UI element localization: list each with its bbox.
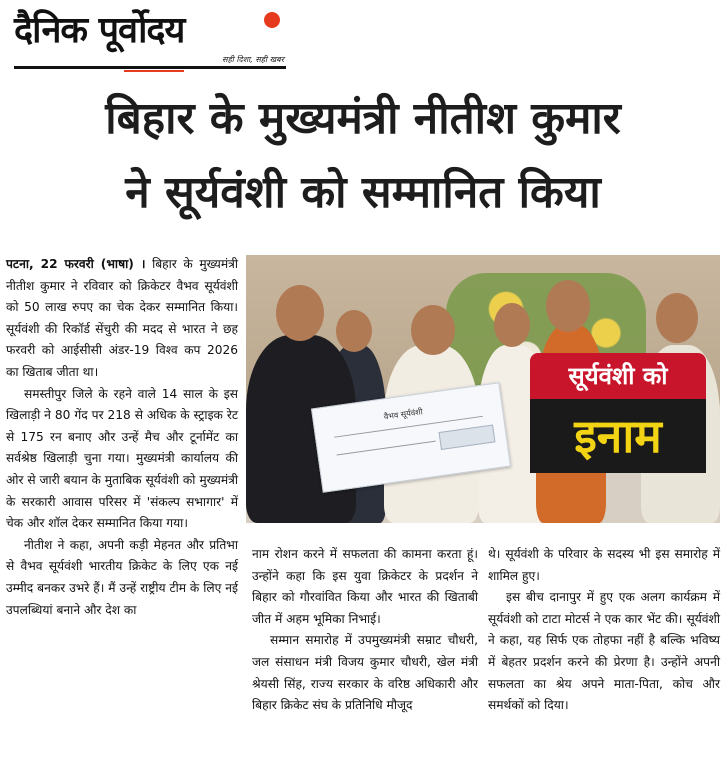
masthead-rule: [14, 66, 286, 69]
dateline: पटना, 22 फरवरी (भाषा) ।: [6, 257, 146, 271]
article-paragraph: थे। सूर्यवंशी के परिवार के सदस्य भी इस समारोह में शामिल हुए।: [488, 547, 720, 583]
article-column-1: [6, 254, 238, 621]
article-paragraph: [6, 254, 238, 384]
badge-top-text: सूर्यवंशी को: [530, 353, 706, 399]
article-column-3: [488, 544, 720, 717]
person-head: [546, 280, 590, 332]
cricketer-head: [276, 285, 324, 341]
article-paragraph: समस्तीपुर जिले के रहने वाले 14 साल के इस खिलाड़ी ने 80 गेंद पर 218 से अधिक के स्ट्राइक रेट से 175 रन बनाए और उन्हें मैच और टूर्नामेंट का सर्वश्रेष्ठ खिलाड़ी चुना गया। मुख्यमंत्री कार्यालय की ओर से जारी बयान के मुताबिक सूर्यवंशी को मुख्यमंत्री के सरकारी आवास परिसर में 'संकल्प सभागार' में चेक और शॉल देकर सम्मानित किया गया।: [6, 386, 238, 531]
article-paragraph: नाम रोशन करने में सफलता की कामना करता हूं। उन्होंने कहा कि इस युवा क्रिकेटर के प्रदर्शन ने बिहार को गौरवांवित किया और भारत की खिताबी जीत में अहम भूमिका निभाई।: [252, 547, 478, 626]
masthead-tagline: सही दिशा, सही खबर: [222, 55, 284, 64]
masthead: [14, 4, 286, 74]
person-head: [656, 293, 698, 343]
person-head: [411, 305, 455, 355]
headline-line-1: बिहार के मुख्यमंत्री नीतीश कुमार: [105, 93, 621, 144]
person-head: [494, 303, 530, 347]
article-paragraph: इस बीच दानापुर में हुए एक अलग कार्यक्रम में सूर्यवंशी को टाटा मोटर्स ने एक कार भेंट की। सूर्यवंशी ने कहा, यह सिर्फ एक तोहफा नहीं है बल्कि भविष्य में बेहतर प्रदर्शन करने की प्रेरणा है। उन्होंने अपनी सफलता का श्रेय अपने माता-पिता, कोच और समर्थकों को दिया।: [488, 590, 720, 713]
article-paragraph: नीतीश ने कहा, अपनी कड़ी मेहनत और प्रतिभा से वैभव सूर्यवंशी भारतीय क्रिकेट के लिए एक नई उम्मीद बनकर उभरे हैं। मैं उन्हें राष्ट्रीय टीम के लिए नई उपलब्धियां बनाने और देश का: [6, 537, 238, 617]
logo-dot-icon: [264, 12, 280, 28]
cheque-amount-box: [439, 424, 496, 449]
article-paragraph: सम्मान समारोह में उपमुख्यमंत्री सम्राट चौधरी, जल संसाधन मंत्री विजय कुमार चौधरी, खेल मंत्री श्रेयसी सिंह, राज्य सरकार के वरिष्ठ अधिकारी और बिहार क्रिकेट संघ के प्रतिनिधि मौजूद: [252, 633, 478, 713]
paragraph-text: बिहार के मुख्यमंत्री नीतीश कुमार ने रविवार को क्रिकेटर वैभव सूर्यवंशी को 50 लाख रुपए का चेक देकर सम्मानित किया। सूर्यवंशी की रिकॉर्ड सेंचुरी की मदद से भारत ने छह फरवरी को आईसीसी अंडर-19 विश्व कप 2026 का खिताब जीता था।: [6, 257, 239, 379]
cheque-line: [337, 441, 436, 456]
badge-bottom-text: इनाम: [530, 399, 706, 473]
newspaper-logo: दैनिक पूर्वोदय: [14, 10, 185, 51]
article-column-2: [252, 544, 478, 717]
headline-line-2: ने सूर्यवंशी को सम्मानित किया: [125, 167, 601, 218]
cheque-payee: वैभव सूर्यवंशी: [383, 407, 424, 422]
photo-badge: [530, 353, 706, 473]
masthead-accent-rule: [124, 70, 184, 72]
person-head: [336, 310, 372, 352]
